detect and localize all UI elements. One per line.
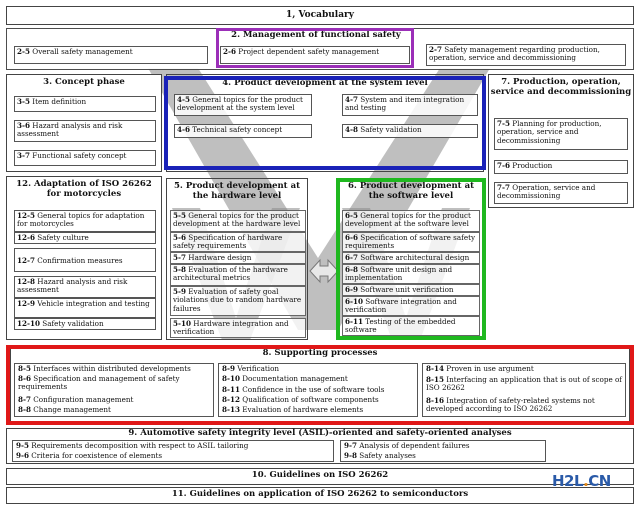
semiconductors-title: 11. Guidelines on application of ISO 26262 to semiconductors xyxy=(171,489,469,499)
clause-5-9[interactable]: 5-9 Evaluation of safety goal violations due to random hardware failures xyxy=(170,286,306,316)
h2l-watermark-logo: H2L.CN xyxy=(552,472,611,490)
clause-8-14[interactable]: 8-14 Proven in use argument xyxy=(424,364,624,374)
clause-6-9[interactable]: 6-9 Software unit verification xyxy=(342,284,480,296)
clause-12-8[interactable]: 12-8 Hazard analysis and risk assessment xyxy=(14,276,156,298)
clause-4-5[interactable]: 4-5 General topics for the product development at the system level xyxy=(174,94,312,116)
clause-12-10[interactable]: 12-10 Safety validation xyxy=(14,318,156,330)
clause-8-5[interactable]: 8-5 Interfaces within distributed developments xyxy=(16,364,212,374)
clause-5-8[interactable]: 5-8 Evaluation of the hardware architectural metrics xyxy=(170,264,306,286)
vocabulary-title: 1, Vocabulary xyxy=(285,10,355,20)
production-title: 7. Production, operation, service and decommissioning xyxy=(490,77,632,97)
clause-8-9[interactable]: 8-9 Verification xyxy=(220,364,416,374)
clause-8-6[interactable]: 8-6 Specification and management of safety requirements xyxy=(16,374,212,394)
motorcycles-title: 12. Adaptation of ISO 26262 for motorcycles xyxy=(16,179,152,199)
clause-8-11[interactable]: 8-11 Confidence in the use of software tools xyxy=(220,385,416,395)
vocabulary-part xyxy=(6,6,634,25)
clause-4-6[interactable]: 4-6 Technical safety concept xyxy=(174,124,312,138)
clause-8-7[interactable]: 8-7 Configuration management xyxy=(16,395,212,405)
clause-12-7[interactable]: 12-7 Confirmation measures xyxy=(14,248,156,272)
clause-2-5[interactable]: 2-5 Overall safety management xyxy=(14,46,208,64)
clause-9-7[interactable]: 9-7 Analysis of dependent failures xyxy=(342,441,542,451)
semiconductors-part xyxy=(6,487,634,504)
clause-9-8[interactable]: 9-8 Safety analyses xyxy=(342,451,542,461)
clause-12-9[interactable]: 12-9 Vehicle integration and testing xyxy=(14,298,156,318)
asil-left-column xyxy=(12,440,334,462)
clause-6-10[interactable]: 6-10 Software integration and verification xyxy=(342,296,480,316)
clause-2-6[interactable]: 2-6 Project dependent safety management xyxy=(220,46,410,64)
clause-3-5[interactable]: 3-5 Item definition xyxy=(14,96,156,112)
clause-7-7[interactable]: 7-7 Operation, service and decommissioning xyxy=(494,182,628,204)
clause-6-7[interactable]: 6-7 Software architectural design xyxy=(342,252,480,264)
clause-8-15[interactable]: 8-15 Interfacing an application that is out of scope of ISO 26262 xyxy=(424,375,624,395)
clause-3-7[interactable]: 3-7 Functional safety concept xyxy=(14,150,156,166)
clause-4-7[interactable]: 4-7 System and item integration and testing xyxy=(342,94,478,116)
system-level-title: 4. Product development at the system level xyxy=(222,78,428,88)
clause-8-12[interactable]: 8-12 Qualification of software components xyxy=(220,395,416,405)
clause-2-7[interactable]: 2-7 Safety management regarding production, operation, service and decommissioning xyxy=(426,44,626,66)
clause-6-5[interactable]: 6-5 General topics for the product development at the software level xyxy=(342,210,480,232)
clause-7-5[interactable]: 7-5 Planning for production, operation, service and decommissioning xyxy=(494,118,628,150)
clause-8-10[interactable]: 8-10 Documentation management xyxy=(220,374,416,384)
asil-analyses-title: 9. Automotive safety integrity level (ASIL)-oriented and safety-oriented analyses xyxy=(128,428,512,438)
clause-8-16[interactable]: 8-16 Integration of safety-related systems not developed according to ISO 26262 xyxy=(424,396,624,416)
clause-8-8[interactable]: 8-8 Change management xyxy=(16,405,212,415)
clause-3-6[interactable]: 3-6 Hazard analysis and risk assessment xyxy=(14,120,156,142)
guidelines-title: 10. Guidelines on ISO 26262 xyxy=(251,470,389,480)
management-highlight-frame xyxy=(216,28,414,68)
clause-8-13[interactable]: 8-13 Evaluation of hardware elements xyxy=(220,405,416,415)
software-level-highlight-frame xyxy=(336,178,486,340)
clause-6-6[interactable]: 6-6 Specification of software safety requirements xyxy=(342,232,480,252)
clause-5-10[interactable]: 5-10 Hardware integration and verification xyxy=(170,318,306,338)
supporting-processes-title: 8. Supporting processes xyxy=(262,348,378,358)
clause-12-6[interactable]: 12-6 Safety culture xyxy=(14,232,156,244)
clause-5-6[interactable]: 5-6 Specification of hardware safety requirements xyxy=(170,232,306,252)
management-title: 2. Management of functional safety xyxy=(231,30,401,40)
clause-9-5[interactable]: 9-5 Requirements decomposition with respect to ASIL tailoring xyxy=(14,441,330,451)
concept-phase-title: 3. Concept phase xyxy=(43,77,125,87)
clause-4-8[interactable]: 4-8 Safety validation xyxy=(342,124,478,138)
system-level-highlight-frame xyxy=(164,76,486,170)
clause-12-5[interactable]: 12-5 General topics for adaptation for motorcycles xyxy=(14,210,156,232)
hardware-level-title: 5. Product development at the hardware level xyxy=(174,181,300,201)
clause-5-7[interactable]: 5-7 Hardware design xyxy=(170,252,306,264)
clause-6-11[interactable]: 6-11 Testing of the embedded software xyxy=(342,316,480,336)
clause-9-6[interactable]: 9-6 Criteria for coexistence of elements xyxy=(14,451,330,461)
clause-6-8[interactable]: 6-8 Software unit design and implementation xyxy=(342,264,480,284)
asil-right-column xyxy=(340,440,546,462)
software-level-title: 6. Product development at the software level xyxy=(348,181,474,201)
clause-7-6[interactable]: 7-6 Production xyxy=(494,160,628,174)
clause-5-5[interactable]: 5-5 General topics for the product development at the hardware level xyxy=(170,210,306,232)
supporting-processes-highlight-frame xyxy=(6,345,634,425)
guidelines-part xyxy=(6,468,634,485)
